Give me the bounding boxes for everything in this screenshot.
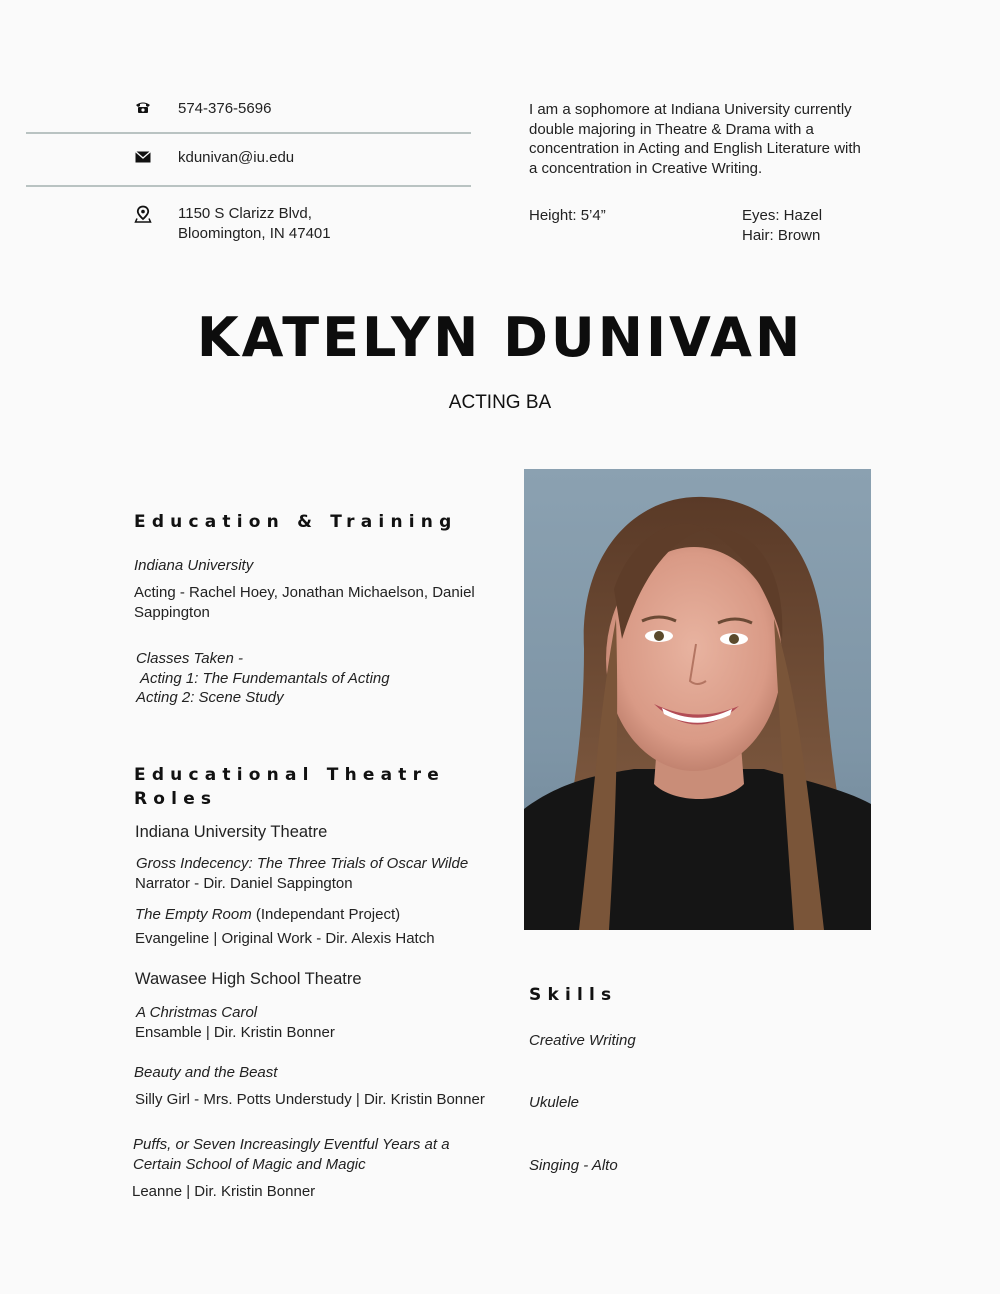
roles-heading-line-1: Educational Theatre [134,765,445,785]
phone-number: 574-376-5696 [178,100,272,117]
hair-stat: Hair: Brown [742,227,821,244]
address-line-2: Bloomington, IN 47401 [178,225,331,242]
map-pin-icon [134,205,152,223]
page-subtitle: ACTING BA [448,392,552,413]
email-icon [134,148,152,166]
school-name: Indiana University [134,557,254,574]
headshot-photo [524,469,871,930]
show-title: A Christmas Carol [136,1004,258,1021]
show-role: Silly Girl - Mrs. Potts Understudy | Dir. Kristin Bonner [135,1091,485,1108]
acting-teachers-line-2: Sappington [134,604,210,621]
contact-divider [26,185,471,187]
height-stat: Height: 5’4” [529,207,606,224]
bio-line: I am a sophomore at Indiana University currently [529,101,852,118]
skill-item: Singing - Alto [529,1157,618,1174]
headshot-illustration [524,469,871,930]
show-role: Ensamble | Dir. Kristin Bonner [135,1024,335,1041]
org-wawasee-theatre: Wawasee High School Theatre [135,970,362,988]
show-role: Evangeline | Original Work - Dir. Alexis Hatch [135,930,435,947]
show-title-line [135,905,400,925]
bio-line: a concentration in Creative Writing. [529,159,763,177]
roles-heading-line-2: Roles [134,789,218,809]
show-role: Leanne | Dir. Kristin Bonner [132,1183,316,1200]
contact-divider [26,132,471,134]
bio-line: double majoring in Theatre & Drama with a [529,120,814,138]
address-line-1: 1150 S Clarizz Blvd, [178,205,312,222]
education-heading: Education & Training [134,512,458,532]
acting-teachers-line-1: Acting - Rachel Hoey, Jonathan Michaelson, Daniel [134,584,475,601]
bio [529,100,889,178]
show-role: Narrator - Dir. Daniel Sappington [135,875,353,892]
eyes-stat: Eyes: Hazel [742,207,823,224]
skill-item: Ukulele [529,1094,580,1111]
show-title: Puffs, or Seven Increasingly Eventful Years at a [133,1136,450,1153]
skill-item: Creative Writing [529,1032,636,1049]
classes-heading: Classes Taken - [136,650,243,667]
show-note: (Independant Project) [251,906,401,923]
page-title: KATELYN DUNIVAN [196,306,804,369]
bio-line: concentration in Acting and English Literature with [529,140,861,158]
org-indiana-theatre: Indiana University Theatre [135,823,328,841]
phone-icon [134,99,152,117]
class-item: Acting 1: The Fundemantals of Acting [140,670,390,687]
class-item: Acting 2: Scene Study [136,689,284,706]
email-address: kdunivan@iu.edu [178,149,295,166]
skills-heading: Skills [529,985,618,1005]
show-title: The Empty Room [135,906,252,923]
show-title: Gross Indecency: The Three Trials of Oscar Wilde [136,855,469,872]
show-title: Certain School of Magic and Magic [133,1156,366,1173]
show-title: Beauty and the Beast [134,1064,278,1081]
